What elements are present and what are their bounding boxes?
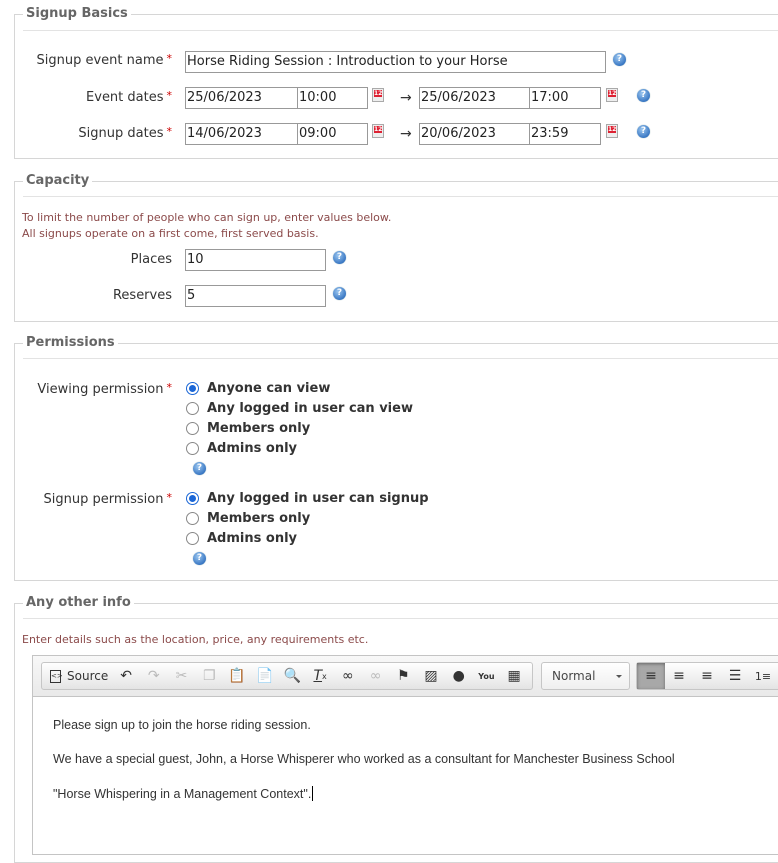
- paste-icon[interactable]: 📋: [228, 668, 246, 684]
- remove-format-icon[interactable]: T x: [313, 668, 327, 684]
- legend-divider: [23, 618, 778, 619]
- calendar-icon[interactable]: [606, 124, 618, 138]
- help-icon[interactable]: ?: [193, 552, 206, 565]
- help-icon[interactable]: ?: [333, 287, 346, 300]
- other-info-hint: Enter details such as the location, price, any requirements etc.: [22, 633, 369, 646]
- signup-permission-label: Signup permission *: [43, 491, 172, 507]
- capacity-legend: Capacity: [23, 173, 92, 188]
- content-paragraph: Please sign up to join the horse riding session.: [53, 718, 311, 732]
- source-button[interactable]: <> Source: [51, 669, 109, 683]
- help-icon[interactable]: ?: [193, 462, 206, 475]
- signup-end-time-input[interactable]: 23:59: [529, 123, 601, 145]
- legend-divider: [23, 30, 778, 31]
- radio-checked[interactable]: [186, 492, 199, 505]
- anchor-icon[interactable]: ⚑: [396, 668, 410, 684]
- capacity-hint: To limit the number of people who can sign up, enter values below. All signups operate on a first come, first served basis.: [22, 211, 392, 240]
- justify-icon[interactable]: ☰: [728, 668, 742, 684]
- event-name-label: Signup event name *: [36, 52, 172, 68]
- image-icon[interactable]: ▨: [424, 668, 438, 684]
- signup-option-members[interactable]: Members only: [186, 511, 310, 526]
- event-start-date-input[interactable]: 25/06/2023: [185, 87, 298, 109]
- event-dates-label: Event dates *: [86, 89, 172, 105]
- content-paragraph: We have a special guest, John, a Horse Whisperer who worked as a consultant for Manchester Business School: [53, 752, 675, 766]
- event-start-time-input[interactable]: 10:00: [297, 87, 368, 109]
- permissions-fieldset: [14, 335, 778, 581]
- viewing-option-admins[interactable]: Admins only: [186, 441, 297, 456]
- align-left-icon[interactable]: ≡: [637, 663, 665, 689]
- places-label: Places: [130, 252, 172, 267]
- viewing-permission-label: Viewing permission *: [37, 381, 172, 397]
- toolbar-group-align: [636, 662, 778, 690]
- help-icon[interactable]: ?: [637, 125, 650, 138]
- help-icon[interactable]: ?: [333, 251, 346, 264]
- signup-option-admins[interactable]: Admins only: [186, 531, 297, 546]
- unlink-icon[interactable]: ∞: [369, 668, 382, 684]
- legend-divider: [23, 196, 778, 197]
- signup-start-time-input[interactable]: 09:00: [297, 123, 368, 145]
- text-cursor: [312, 786, 313, 801]
- reserves-label: Reserves: [112, 288, 172, 303]
- radio[interactable]: [186, 532, 199, 545]
- signup-option-logged-in[interactable]: Any logged in user can signup: [186, 491, 429, 506]
- radio[interactable]: [186, 442, 199, 455]
- toolbar-group-main: [41, 662, 533, 690]
- viewing-option-members[interactable]: Members only: [186, 421, 310, 436]
- editor-toolbar: [33, 656, 778, 697]
- other-info-legend: Any other info: [23, 595, 134, 610]
- format-dropdown[interactable]: Normal: [541, 662, 630, 690]
- event-end-time-input[interactable]: 17:00: [529, 87, 601, 109]
- help-icon[interactable]: ?: [637, 89, 650, 102]
- youtube-icon[interactable]: You: [478, 671, 495, 681]
- viewing-option-anyone[interactable]: Anyone can view: [186, 381, 330, 396]
- align-right-icon[interactable]: ≡: [701, 668, 713, 684]
- event-end-date-input[interactable]: 25/06/2023: [419, 87, 530, 109]
- calendar-icon[interactable]: [606, 88, 618, 102]
- event-name-input[interactable]: Horse Riding Session : Introduction to your Horse: [185, 51, 606, 73]
- editor-content[interactable]: [53, 718, 675, 821]
- undo-icon[interactable]: ↶: [120, 668, 132, 684]
- table-icon[interactable]: ▦: [507, 668, 521, 684]
- arrow-icon: →: [400, 90, 412, 106]
- radio[interactable]: [186, 402, 199, 415]
- flash-icon[interactable]: ●: [452, 668, 465, 684]
- radio[interactable]: [186, 512, 199, 525]
- permissions-legend: Permissions: [23, 335, 118, 350]
- signup-start-date-input[interactable]: 14/06/2023: [185, 123, 298, 145]
- find-icon[interactable]: 🔍: [283, 668, 302, 684]
- signup-dates-label: Signup dates *: [78, 125, 172, 141]
- redo-icon[interactable]: ↷: [147, 668, 160, 684]
- content-paragraph: "Horse Whispering in a Management Context".: [53, 787, 312, 801]
- radio-checked[interactable]: [186, 382, 199, 395]
- link-icon[interactable]: ∞: [341, 668, 354, 684]
- calendar-icon[interactable]: [372, 124, 384, 138]
- signup-end-date-input[interactable]: 20/06/2023: [419, 123, 530, 145]
- source-icon: <>: [50, 670, 61, 683]
- places-input[interactable]: 10: [185, 249, 326, 271]
- chevron-down-icon: [616, 675, 622, 678]
- paste-from-word-icon[interactable]: 📄: [255, 668, 274, 684]
- viewing-option-logged-in[interactable]: Any logged in user can view: [186, 401, 413, 416]
- arrow-icon: →: [400, 126, 412, 142]
- help-icon[interactable]: ?: [613, 53, 626, 66]
- align-center-icon[interactable]: ≡: [673, 668, 685, 684]
- numbered-list-icon[interactable]: 1≡: [754, 669, 772, 683]
- rich-text-editor[interactable]: [32, 655, 778, 855]
- signup-basics-legend: Signup Basics: [23, 6, 131, 21]
- cut-icon[interactable]: ✂: [175, 668, 188, 684]
- reserves-input[interactable]: 5: [185, 285, 326, 307]
- radio[interactable]: [186, 422, 199, 435]
- calendar-icon[interactable]: [372, 88, 384, 102]
- legend-divider: [23, 358, 778, 359]
- copy-icon[interactable]: ❐: [202, 668, 216, 684]
